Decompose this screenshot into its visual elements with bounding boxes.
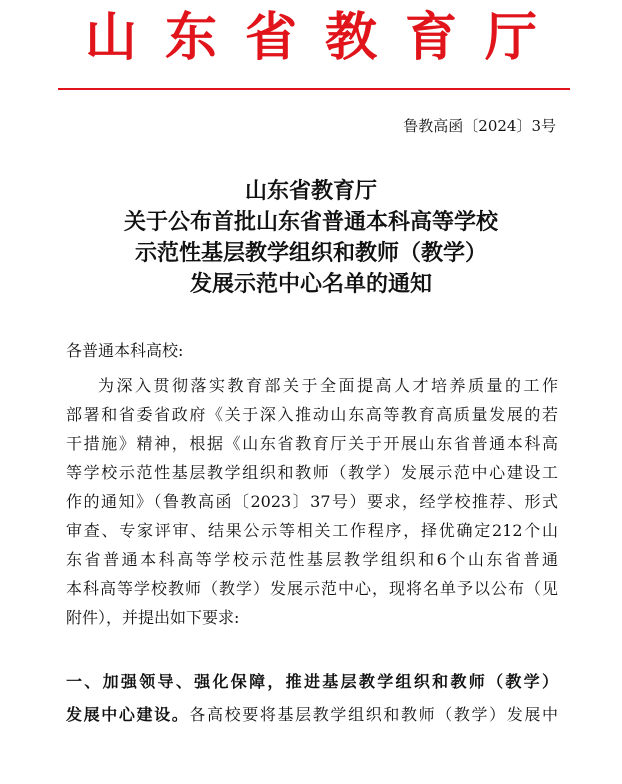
body-line: 附件），并提出如下要求: [66, 608, 240, 627]
section-one [66, 665, 558, 731]
title-line: 关于公布首批山东省普通本科高等学校 [123, 209, 498, 235]
title-line: 发展示范中心名单的通知 [189, 271, 432, 297]
body-line: 等学校示范性基层教学组织和教师（教学）发展示范中心建设工 [66, 463, 558, 482]
body-line: 本科高等学校教师（教学）发展示范中心，现将名单予以公布（见 [66, 579, 558, 598]
section-heading: 一、加强领导、强化保障，推进基层教学组织和教师（教学） [66, 672, 558, 691]
masthead-title: 山东省教育厅 [84, 7, 565, 68]
body-line: 作的通知》（鲁教高函〔2023〕37号）要求，经学校推荐、形式 [66, 492, 558, 511]
body-line: 部署和省委省政府《关于深入推动山东高等教育高质量发展的若 [66, 405, 558, 424]
title-line: 示范性基层教学组织和教师（教学） [134, 240, 487, 266]
section-line [66, 698, 558, 731]
body-line: 为深入贯彻落实教育部关于全面提高人才培养质量的工作 [98, 376, 558, 395]
body-paragraph [66, 371, 558, 632]
body-line: 审查、专家评审、结果公示等相关工作程序，择优确定212个山 [66, 521, 558, 540]
notice-title [0, 176, 622, 300]
title-line: 山东省教育厅 [244, 178, 377, 204]
body-line: 干措施》精神，根据《山东省教育厅关于开展山东省普通本科高 [66, 434, 558, 453]
section-text: 各高校要将基层教学组织和教师（教学）发展中 [189, 705, 558, 724]
body-line: 东省普通本科高等学校示范性基层教学组织和6个山东省普通 [66, 550, 558, 569]
addressee: 各普通本科高校: [66, 341, 184, 360]
red-divider [58, 88, 570, 90]
section-heading-tail: 发展中心建设。 [66, 705, 190, 724]
document-number: 鲁教高函〔2024〕3号 [403, 117, 556, 135]
